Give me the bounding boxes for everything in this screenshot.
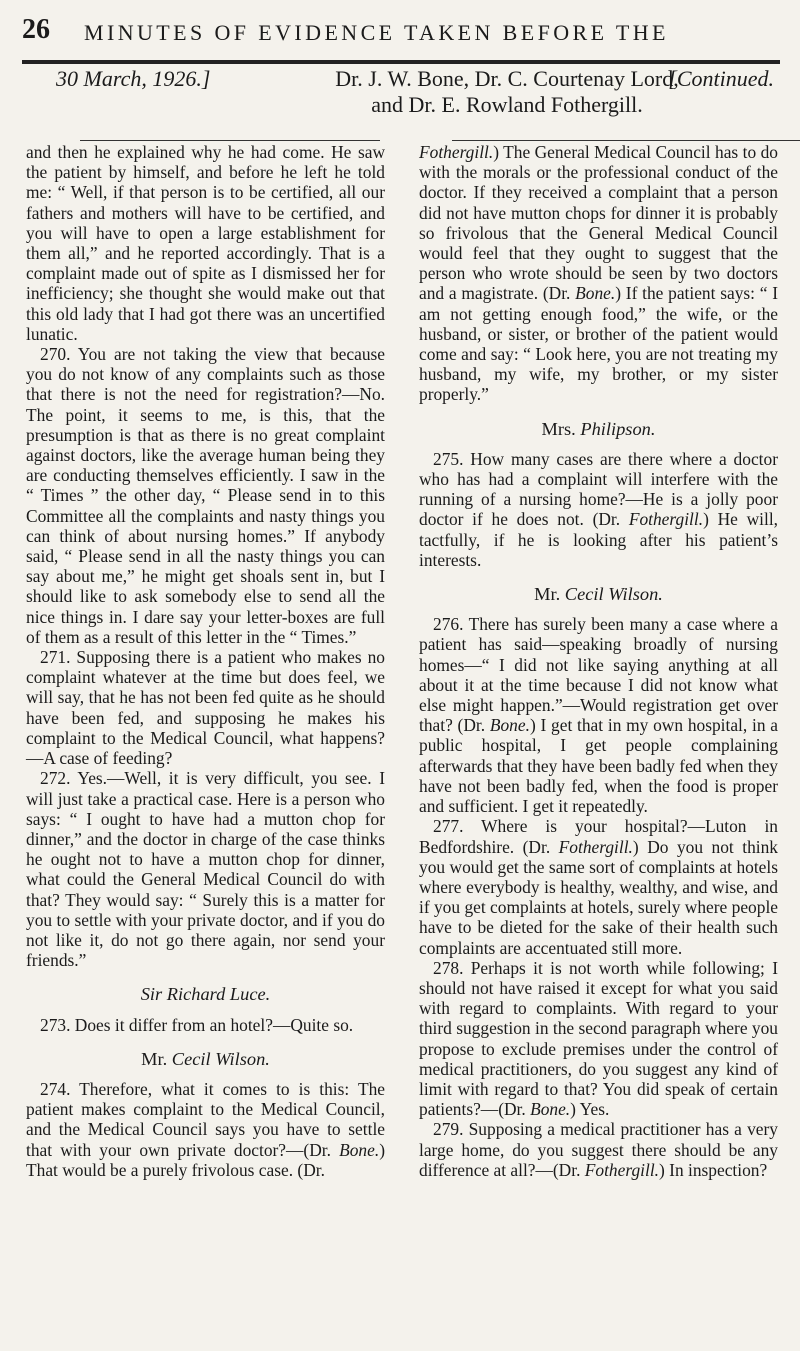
witness-line-1: Dr. J. W. Bone, Dr. C. Courtenay Lord, <box>335 66 679 91</box>
session-date: 30 March, 1926.] <box>56 66 211 91</box>
question-270: 270. You are not taking the view that because you do not know of any complaints such as those that there is not the need for registration?—No. The point, it seems to me, is this, that the presumption is that as there is no great complaint against doctors, like the average human being they are conducting themselves efficiently. I saw in the “ Times ” the other day, “ Please send in to this Committee all the complaints and nasty things you can think of about nursing homes.” If anybody said, “ Please send in all the nasty things you can say about me,” he might get shoals sent in, but I should like to ask somebody else to send all the nice things in. I dare say your letter-boxes are full of them as a result of this letter in the “ Times.” <box>26 344 385 647</box>
witness-line-2: and Dr. E. Rowland Fothergill. <box>371 92 643 117</box>
question-273: 273. Does it differ from an hotel?—Quite so. <box>40 1014 354 1035</box>
right-column <box>419 142 778 1180</box>
question-271: 271. Supposing there is a patient who makes no complaint whatever at the time but does feel, we will say, that he has not been fed quite as he should have been fed, and supposing he makes his complaint to the Medical Council, what happens?—A case of feeding? <box>26 647 385 769</box>
question-278 <box>419 958 778 1120</box>
witness-name: Bone. <box>575 283 616 304</box>
speaker-heading <box>419 419 778 439</box>
answer-text: ) That would be a purely frivolous case. (Dr. <box>26 1139 385 1180</box>
question-279 <box>419 1119 778 1180</box>
paragraph <box>419 142 778 405</box>
answer-text: ) He will, tactfully, if he is looking after his patient’s interests. <box>419 509 778 570</box>
left-column <box>26 142 385 1180</box>
question-274 <box>26 1079 385 1180</box>
question-277 <box>419 816 778 957</box>
witness-name: Fothergill. <box>419 142 494 162</box>
speaker-name: Philipson. <box>580 418 656 439</box>
answer-text: 274. Therefore, what it comes to is this: The patient makes complaint to the Medical Council, and the Medical Council says you have to settle that with your own private doctor?—(Dr. <box>26 1078 385 1160</box>
continued-label: [Continued. <box>668 66 774 91</box>
speaker-heading <box>419 584 778 604</box>
page-number: 26 <box>22 14 50 45</box>
question-272: 272. Yes.—Well, it is very difficult, you see. I will just take a practical case. Here is a person who says: “ I ought to have had a mutton chop for dinner,” and the doctor in charge of the case thinks he ought not to have a mutton chop for dinner, what could the General Medical Council do with that? They would say: “ Surely this is a matter for you to settle with your private doctor, and if you do not like it, do not go there again, nor send your friends.” <box>26 768 385 971</box>
running-head <box>22 14 780 54</box>
speaker-title: Mr. <box>141 1048 168 1069</box>
divider-left <box>80 140 380 141</box>
speaker-heading: Sir Richard Luce. <box>140 984 271 1005</box>
speaker-name: Cecil Wilson. <box>564 584 663 605</box>
witness-name: Bone. <box>530 1099 571 1120</box>
answer-text: ) Do you not think you would get the same sort of complaints at hotels where everybody is healthy, wealthy, and wise, and if you get complaints at hotels, surely where people have to be dieted for the sake of their health such complaints are accentuated still more. <box>419 836 778 958</box>
answer-text: 276. There has surely been many a case where a patient has said—speaking broadly of nursing homes—“ I did not like saying anything at all about it at the time because I did not know what else might happen.”—Would registration get over that? (Dr. <box>419 614 778 736</box>
question-275 <box>419 449 778 570</box>
witness-name: Bone. <box>339 1139 380 1160</box>
speaker-title: Mr. <box>534 584 561 605</box>
running-title: MINUTES OF EVIDENCE TAKEN BEFORE THE <box>84 20 669 45</box>
speaker-title: Mrs. <box>541 418 576 439</box>
witness-name: Fothergill. <box>584 1159 660 1180</box>
answer-text: ) If the patient says: “ I am not getting enough food,” the wife, or the husband, or sister, or brother of the patient would come and say: “ Look here, you are not treating my husband, my wife, my brother, or my sister properly.” <box>419 283 778 405</box>
answer-text: 279. Supposing a medical practitioner has a very large home, do you suggest there should be any difference at all?—(Dr. <box>419 1119 778 1180</box>
witness-name: Fothergill. <box>558 836 633 857</box>
answer-text: ) The General Medical Council has to do with the morals or the professional conduct of the doctor. If they received a complaint that a person did not have mutton chops for dinner it is probably so frivolous that the General Medical Council would feel that they ought to suggest that the person who wrote should be seen by two doctors and a magistrate. (Dr. <box>419 142 778 304</box>
divider-right <box>452 140 800 141</box>
witness-name: Fothergill. <box>628 509 704 530</box>
answer-text: 277. Where is your hospital?—Luton in Bedfordshire. (Dr. <box>419 816 778 857</box>
paragraph: and then he explained why he had come. He saw the patient by himself, and before he left he told me: “ Well, if that person is to be certified, all our fathers and mothers will have to be certified, and you will have to open a large establishment for them all,” and he reported accordingly. That is a complaint made out of spite as I dismissed her for inefficiency; she thought she would make out that this old lady that I had got there was an uncertified lunatic. <box>26 142 385 344</box>
sub-header <box>22 62 780 122</box>
answer-text: ) In inspection? <box>659 1159 768 1180</box>
speaker-heading <box>26 1049 385 1069</box>
answer-text: 278. Perhaps it is not worth while following; I should not have raised it except for what you said with regard to complaints. With regard to your third suggestion in the second paragraph where you propose to exclude premises under the control of medical practitioners, do you suggest any kind of limit with regard to that? You did speak of certain patients?—(Dr. <box>419 957 778 1120</box>
answer-text: ) I get that in my own hospital, in a public hospital, I get people complaining afterwards that they have been badly fed when they have not been badly fed, when the food is proper and sufficient. I get it repeatedly. <box>419 715 778 817</box>
answer-text: ) Yes. <box>570 1099 610 1120</box>
witness-name: Bone. <box>489 715 530 736</box>
question-276 <box>419 614 778 816</box>
answer-text: 275. How many cases are there where a doctor who has had a complaint will interfere with the running of a nursing home?—He is a jolly poor doctor if he does not. (Dr. <box>419 448 778 530</box>
witness-names <box>307 66 707 118</box>
speaker-name: Cecil Wilson. <box>171 1048 270 1069</box>
